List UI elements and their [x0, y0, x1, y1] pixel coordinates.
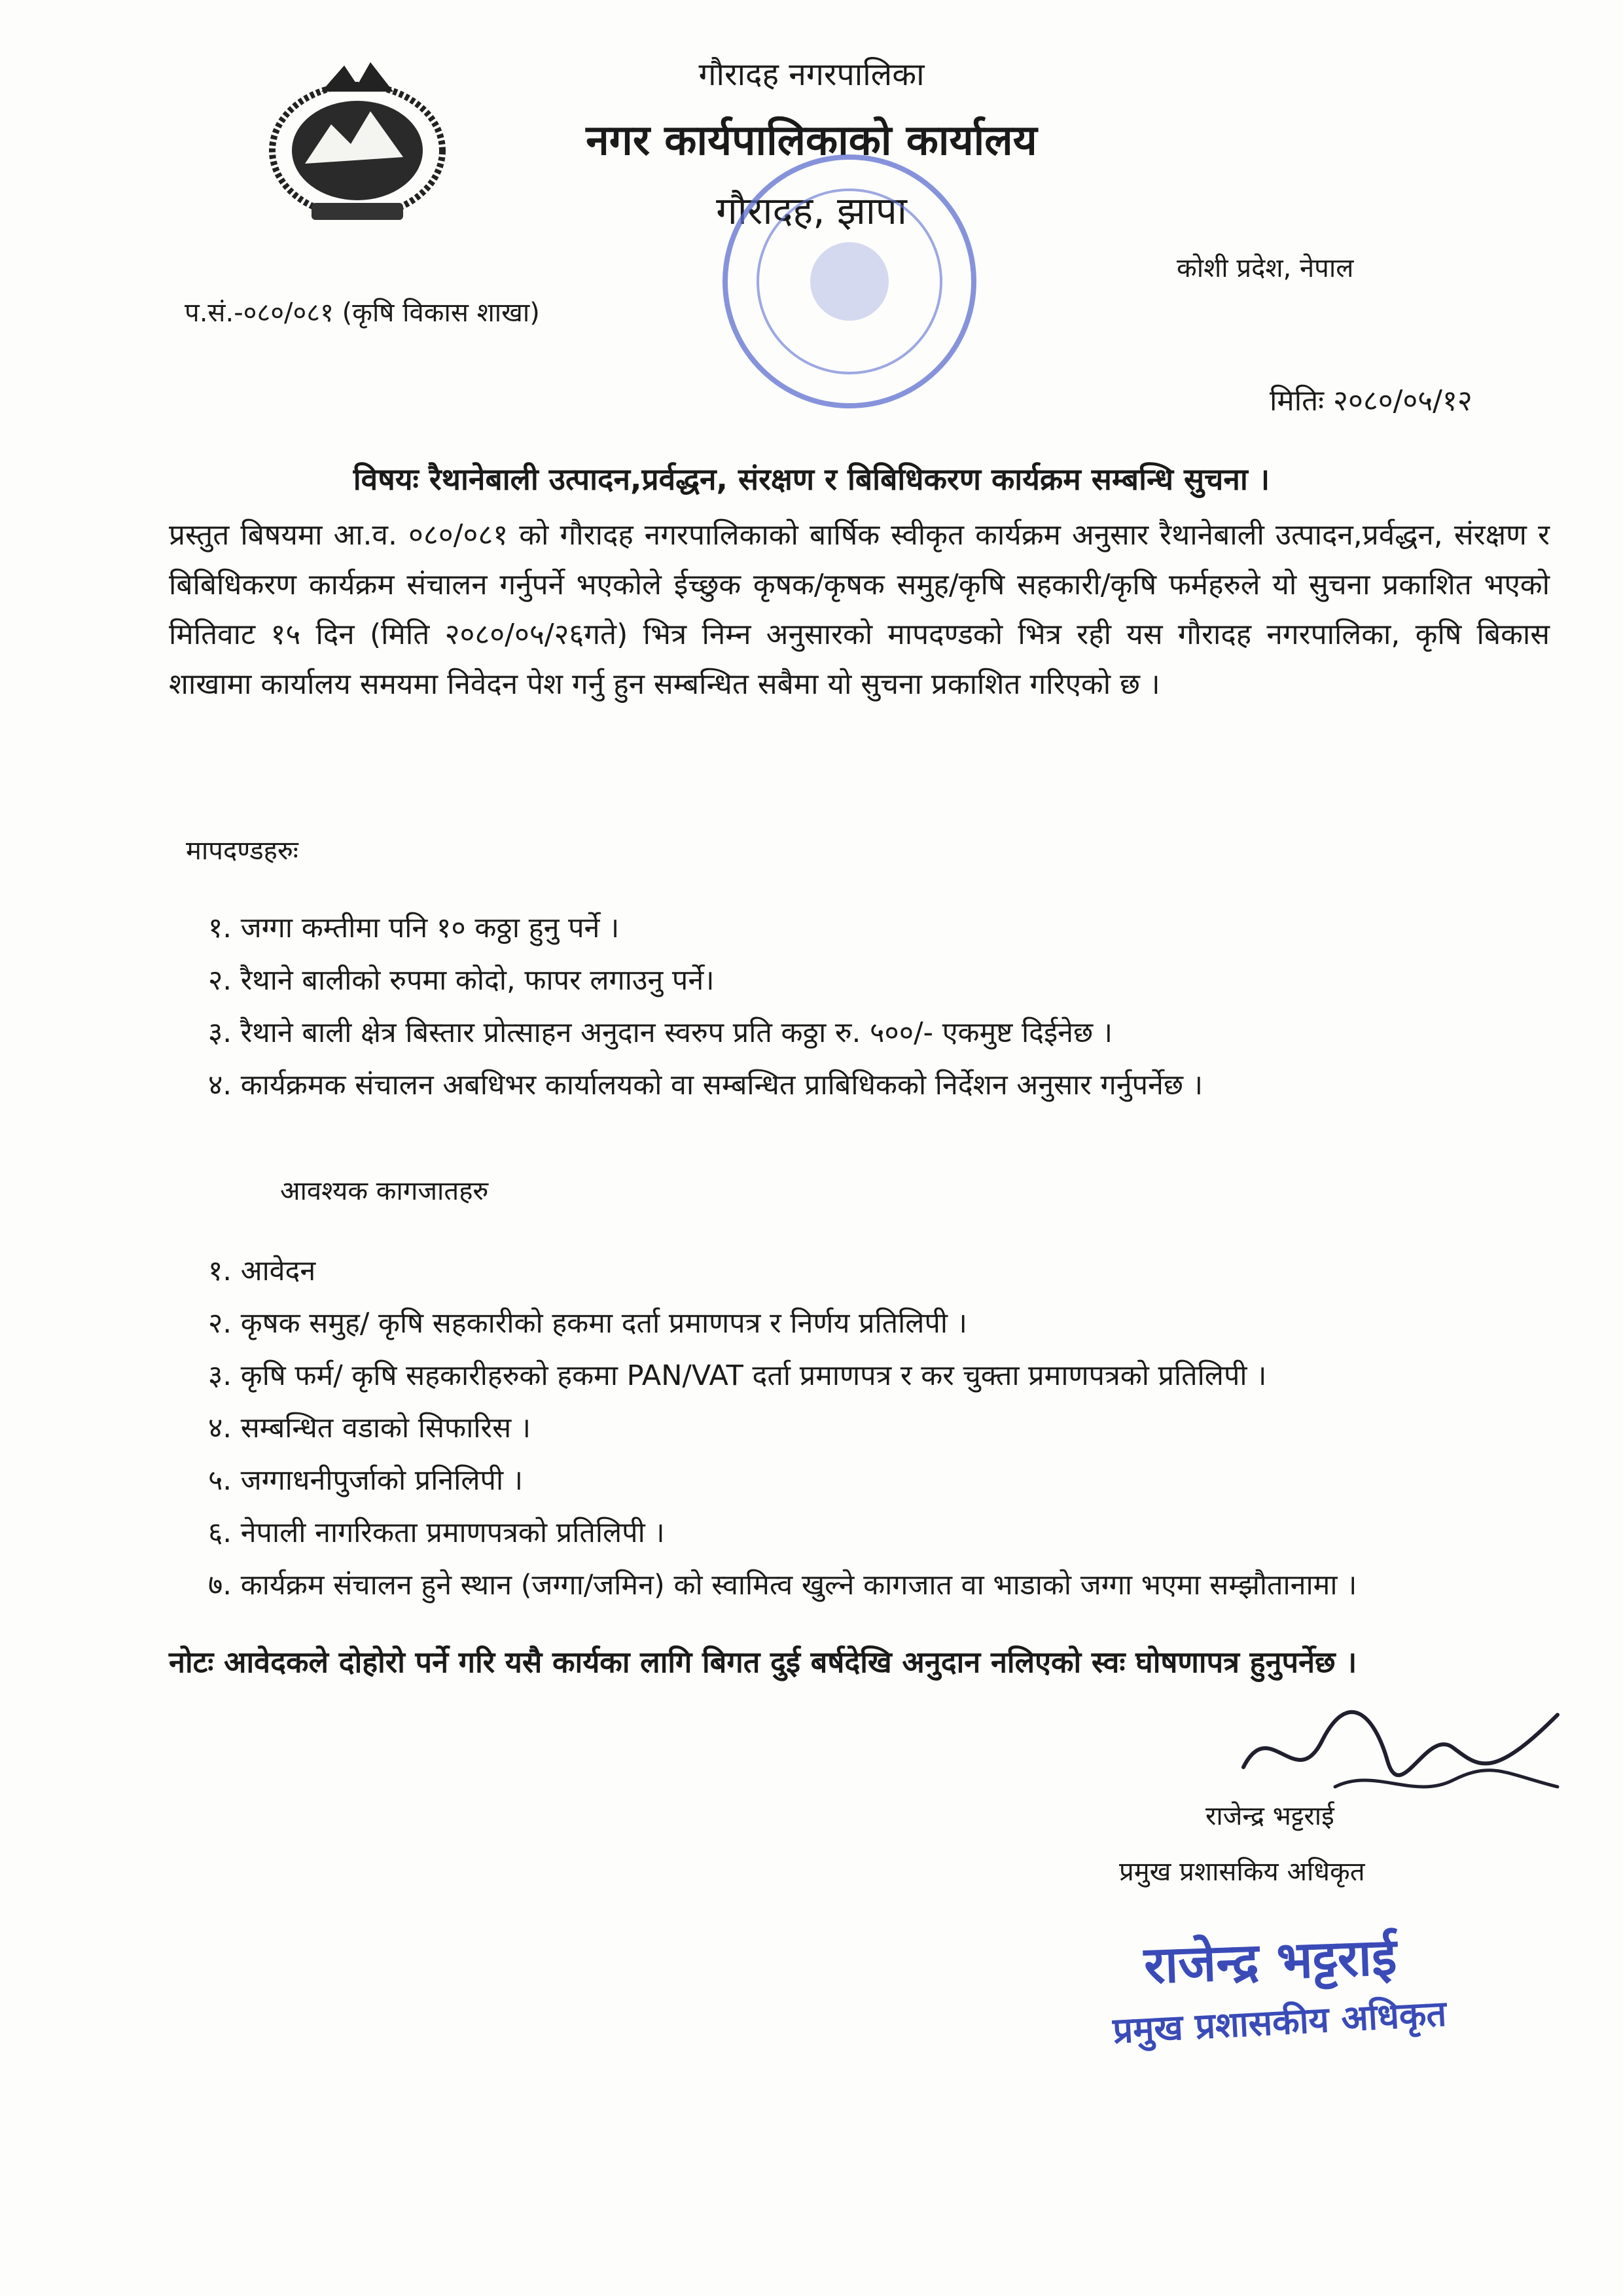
notice-date: मितिः २०८०/०५/१२ — [1270, 384, 1472, 418]
stamp-name: राजेन्द्र भट्टराई — [1143, 1928, 1398, 1996]
office-address: गौरादह, झापा — [716, 188, 907, 233]
list-item: १. जग्गा कम्तीमा पनि १० कठ्ठा हुनु पर्ने । — [208, 912, 620, 944]
list-item: ७. कार्यक्रम संचालन हुने स्थान (जग्गा/जमिन) को स्वामित्व खुल्ने कागजात वा भाडाको जग्गा भएमा सम्झौतानामा । — [208, 1569, 1357, 1602]
note-text: नोटः आवेदकले दोहोरो पर्ने गरि यसै कार्यका लागि बिगत दुई बर्षदेखि अनुदान नलिएको स्वः घोषणापत्र हुनुपर्नेछ । — [169, 1645, 1357, 1679]
subject-line: विषयः रैथानेबाली उत्पादन,प्रर्वद्धन, संरक्षण र बिबिधिकरण कार्यक्रम सम्बन्धि सुचना । — [353, 461, 1270, 497]
signer-designation: प्रमुख प्रशासकिय अधिकृत — [1119, 1857, 1365, 1887]
documents-list — [208, 1245, 1582, 1611]
office-title: नगर कार्यपालिकाको कार्यालय — [586, 117, 1037, 165]
province-text: कोशी प्रदेश, नेपाल — [1177, 253, 1354, 283]
body-paragraph: प्रस्तुत बिषयमा आ.व. ०८०/०८१ को गौरादह नगरपालिकाको बार्षिक स्वीकृत कार्यक्रम अनुसार रैथानेबाली उत्पादन,प्रर्वद्धन, संरक्षण र बिबिधिकरण कार्यक्रम संचालन गर्नुपर्ने भएकोले ईच्छुक कृषक/कृषक समुह/कृषि सहकारी/कृषि फर्महरुले यो सुचना प्रकाशित भएको मितिवाट १५ दिन (मिति २०८०/०५/२६गते) भित्र निम्न अनुसारको मापदण्डको भित्र रही यस गौरादह नगरपालिका, कृषि बिकास शाखामा कार्यालय समयमा निवेदन पेश गर्नु हुन सम्बन्धित सबैमा यो सुचना प्रकाशित गरिएको छ । — [169, 518, 1550, 701]
signer-name: राजेन्द्र भट्टराई — [1205, 1801, 1334, 1831]
office-name: गौरादह नगरपालिका — [698, 56, 925, 93]
list-item: २. कृषक समुह/ कृषि सहकारीको हकमा दर्ता प्रमाणपत्र र निर्णय प्रतिलिपी । — [208, 1307, 967, 1340]
list-item: ६. नेपाली नागरिकता प्रमाणपत्रको प्रतिलिपी । — [208, 1516, 665, 1549]
list-item: ४. सम्बन्धित वडाको सिफारिस । — [208, 1412, 531, 1444]
documents-title: आवश्यक कागजातहरु — [280, 1176, 489, 1206]
list-item: २. रैथाने बालीको रुपमा कोदो, फापर लगाउनु पर्ने। — [208, 964, 715, 997]
criteria-list — [208, 902, 1582, 1111]
list-item: १. आवेदन — [208, 1255, 316, 1287]
list-item: ५. जग्गाधनीपुर्जाको प्रनिलिपी । — [208, 1464, 524, 1497]
list-item: ३. कृषि फर्म/ कृषि सहकारीहरुको हकमा PAN/VAT दर्ता प्रमाणपत्र र कर चुक्ता प्रमाणपत्रको प्रतिलिपी । — [208, 1359, 1267, 1392]
reference-number: प.सं.-०८०/०८१ (कृषि विकास शाखा) — [185, 298, 540, 328]
criteria-title: मापदण्डहरुः — [186, 836, 298, 866]
list-item: ३. रैथाने बाली क्षेत्र बिस्तार प्रोत्साहन अनुदान स्वरुप प्रति कठ्ठा रु. ५००/- एकमुष्ट दिईनेछ । — [208, 1016, 1113, 1049]
stamp-designation: प्रमुख प्रशासकीय अधिकृत — [1111, 1992, 1448, 2052]
municipality-office-seal-icon — [705, 144, 993, 419]
list-item: ४. कार्यक्रमक संचालन अबधिभर कार्यालयको वा सम्बन्धित प्राबिधिकको निर्देशन अनुसार गर्नुपर्नेछ । — [208, 1069, 1204, 1102]
